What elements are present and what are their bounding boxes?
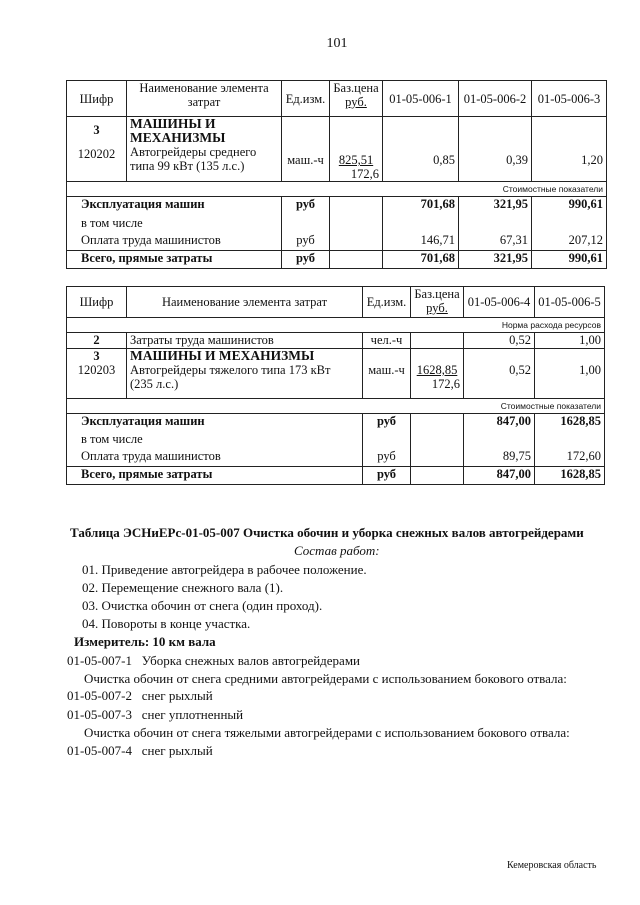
item-value-3: 1,20 (532, 117, 607, 182)
section-label: Стоимостные показатели (67, 399, 605, 414)
row-value-3: 990,61 (532, 197, 607, 216)
row-price (330, 251, 383, 269)
item-value-1: 0,52 (464, 349, 535, 399)
header-price-line1: Баз.цена (414, 287, 460, 301)
header-price-line2: руб. (345, 95, 367, 109)
row-value-1: 701,68 (383, 251, 459, 269)
section-label: Стоимостные показатели (67, 182, 607, 197)
section-label-row (67, 182, 607, 197)
row-value-1: 89,75 (464, 449, 535, 467)
row-unit: руб (282, 197, 330, 216)
table-row (67, 467, 605, 485)
norm-label-row (67, 318, 605, 333)
item-value-1: 0,85 (383, 117, 459, 182)
row-unit: руб (363, 414, 411, 432)
work-step: 02. Перемещение снежного вала (1). (82, 580, 284, 595)
table-row (67, 197, 607, 216)
item-price-sub: 172,6 (431, 377, 460, 391)
row-name: Всего, прямые затраты (67, 467, 363, 485)
labor-price (411, 333, 464, 349)
table-row (67, 233, 607, 251)
header-name-line2: затрат (187, 95, 221, 109)
labor-value-1: 0,52 (464, 333, 535, 349)
row-name: Эксплуатация машин (67, 197, 282, 216)
row-unit: руб (363, 449, 411, 467)
entry-line: Очистка обочин от снега тяжелыми автогрейдерами с использованием бокового отвала: (84, 725, 570, 740)
item-code: 120202 (77, 147, 116, 161)
section-label-row (67, 399, 605, 414)
row-price (411, 467, 464, 485)
row-value-2: 1628,85 (535, 414, 605, 432)
item-code: 120203 (77, 363, 116, 377)
item-unit-text: маш.-ч (287, 153, 324, 167)
table-row (67, 251, 607, 269)
table-header-row (67, 81, 607, 117)
labor-num: 2 (67, 333, 127, 349)
item-name-cell (127, 349, 363, 399)
row-value-2 (459, 216, 532, 233)
item-value-2: 0,39 (459, 117, 532, 182)
row-value-2: 321,95 (459, 197, 532, 216)
item-price-value: 825,51 (338, 153, 374, 167)
item-name-line2: (235 л.с.) (130, 377, 179, 391)
row-name: в том числе (67, 216, 282, 233)
row-value-2: 1628,85 (535, 467, 605, 485)
row-value-1: 847,00 (464, 467, 535, 485)
row-unit: руб (282, 233, 330, 251)
row-value-1: 701,68 (383, 197, 459, 216)
item-price-sub: 172,6 (350, 167, 379, 181)
row-value-3 (532, 216, 607, 233)
table-1 (66, 80, 607, 269)
row-value-2 (535, 432, 605, 449)
work-step: 04. Повороты в конце участка. (82, 616, 251, 631)
row-value-2: 321,95 (459, 251, 532, 269)
entry-line: Очистка обочин от снега средними автогрейдерами с использованием бокового отвала: (84, 671, 567, 686)
row-value-1: 847,00 (464, 414, 535, 432)
table-row (67, 432, 605, 449)
table-row (67, 414, 605, 432)
row-value-1 (464, 432, 535, 449)
item-price (330, 117, 383, 182)
header-price-line1: Баз.цена (333, 81, 379, 95)
item-unit: маш.-ч (363, 349, 411, 399)
section-title: Таблица ЭСНиЕРс-01-05-007 Очистка обочин и уборка снежных валов автогрейдерами (70, 525, 584, 540)
row-value-3: 990,61 (532, 251, 607, 269)
item-name-line1: Автогрейдеры тяжелого типа 173 кВт (130, 363, 331, 377)
row-name: Эксплуатация машин (67, 414, 363, 432)
group-num: 3 (93, 123, 100, 137)
group-cell (67, 117, 127, 182)
row-value-1 (383, 216, 459, 233)
table-2 (66, 286, 605, 485)
group-name-line2: МЕХАНИЗМЫ (130, 130, 226, 145)
row-price (411, 414, 464, 432)
row-value-3: 207,12 (532, 233, 607, 251)
header-code: Шифр (67, 287, 127, 318)
item-price-value: 1628,85 (416, 363, 458, 377)
row-unit (363, 432, 411, 449)
row-unit (282, 216, 330, 233)
entry-line: 01-05-007-3 снег уплотненный (67, 707, 244, 722)
labor-value-2: 1,00 (535, 333, 605, 349)
header-code: Шифр (67, 81, 127, 117)
table-row (67, 449, 605, 467)
labor-unit: чел.-ч (363, 333, 411, 349)
item-unit (282, 117, 330, 182)
work-step: 03. Очистка обочин от снега (один проход). (82, 598, 323, 613)
row-value-2: 172,60 (535, 449, 605, 467)
page-number: 101 (326, 36, 348, 51)
table-header-row (67, 287, 605, 318)
item-name-line2: типа 99 кВт (135 л.с.) (130, 159, 245, 173)
header-price-line2: руб. (426, 301, 448, 315)
header-unit: Ед.изм. (282, 81, 330, 117)
row-name: Оплата труда машинистов (67, 233, 282, 251)
row-name: Оплата труда машинистов (67, 449, 363, 467)
header-name-line1: Наименование элемента (139, 81, 269, 95)
header-unit: Ед.изм. (363, 287, 411, 318)
row-unit: руб (363, 467, 411, 485)
item-name-line1: Автогрейдеры среднего (130, 145, 257, 159)
row-unit: руб (282, 251, 330, 269)
header-name: Наименование элемента затрат (127, 287, 363, 318)
group-num: 3 (93, 349, 100, 363)
header-col-2: 01-05-006-5 (535, 287, 605, 318)
header-col-2: 01-05-006-2 (459, 81, 532, 117)
header-col-3: 01-05-006-3 (532, 81, 607, 117)
row-price (330, 197, 383, 216)
header-price (411, 287, 464, 318)
entry-line: 01-05-007-2 снег рыхлый (67, 688, 213, 703)
header-name (127, 81, 282, 117)
item-name-cell (127, 117, 282, 182)
item-value-2: 1,00 (535, 349, 605, 399)
norm-label: Норма расхода ресурсов (67, 318, 605, 333)
header-price (330, 81, 383, 117)
row-value-2: 67,31 (459, 233, 532, 251)
row-name: Всего, прямые затраты (67, 251, 282, 269)
header-col-1: 01-05-006-4 (464, 287, 535, 318)
row-price (411, 432, 464, 449)
table-row (67, 333, 605, 349)
group-cell (67, 349, 127, 399)
row-value-1: 146,71 (383, 233, 459, 251)
entry-line: 01-05-007-1 Уборка снежных валов автогрейдерами (67, 653, 361, 668)
header-col-1: 01-05-006-1 (383, 81, 459, 117)
group-name-line1: МАШИНЫ И (130, 116, 216, 131)
row-name: в том числе (67, 432, 363, 449)
work-step: 01. Приведение автогрейдера в рабочее положение. (82, 562, 367, 577)
table-row (67, 216, 607, 233)
row-price (330, 216, 383, 233)
entry-line: 01-05-007-4 снег рыхлый (67, 743, 213, 758)
table-row (67, 349, 605, 399)
group-name: МАШИНЫ И МЕХАНИЗМЫ (130, 348, 315, 363)
labor-name: Затраты труда машинистов (127, 333, 363, 349)
row-price (330, 233, 383, 251)
row-price (411, 449, 464, 467)
table-row (67, 117, 607, 182)
item-price (411, 349, 464, 399)
footer-region: Кемеровская область (507, 860, 597, 871)
section-subtitle: Состав работ: (294, 543, 380, 558)
measure-label: Измеритель: 10 км вала (74, 634, 216, 649)
